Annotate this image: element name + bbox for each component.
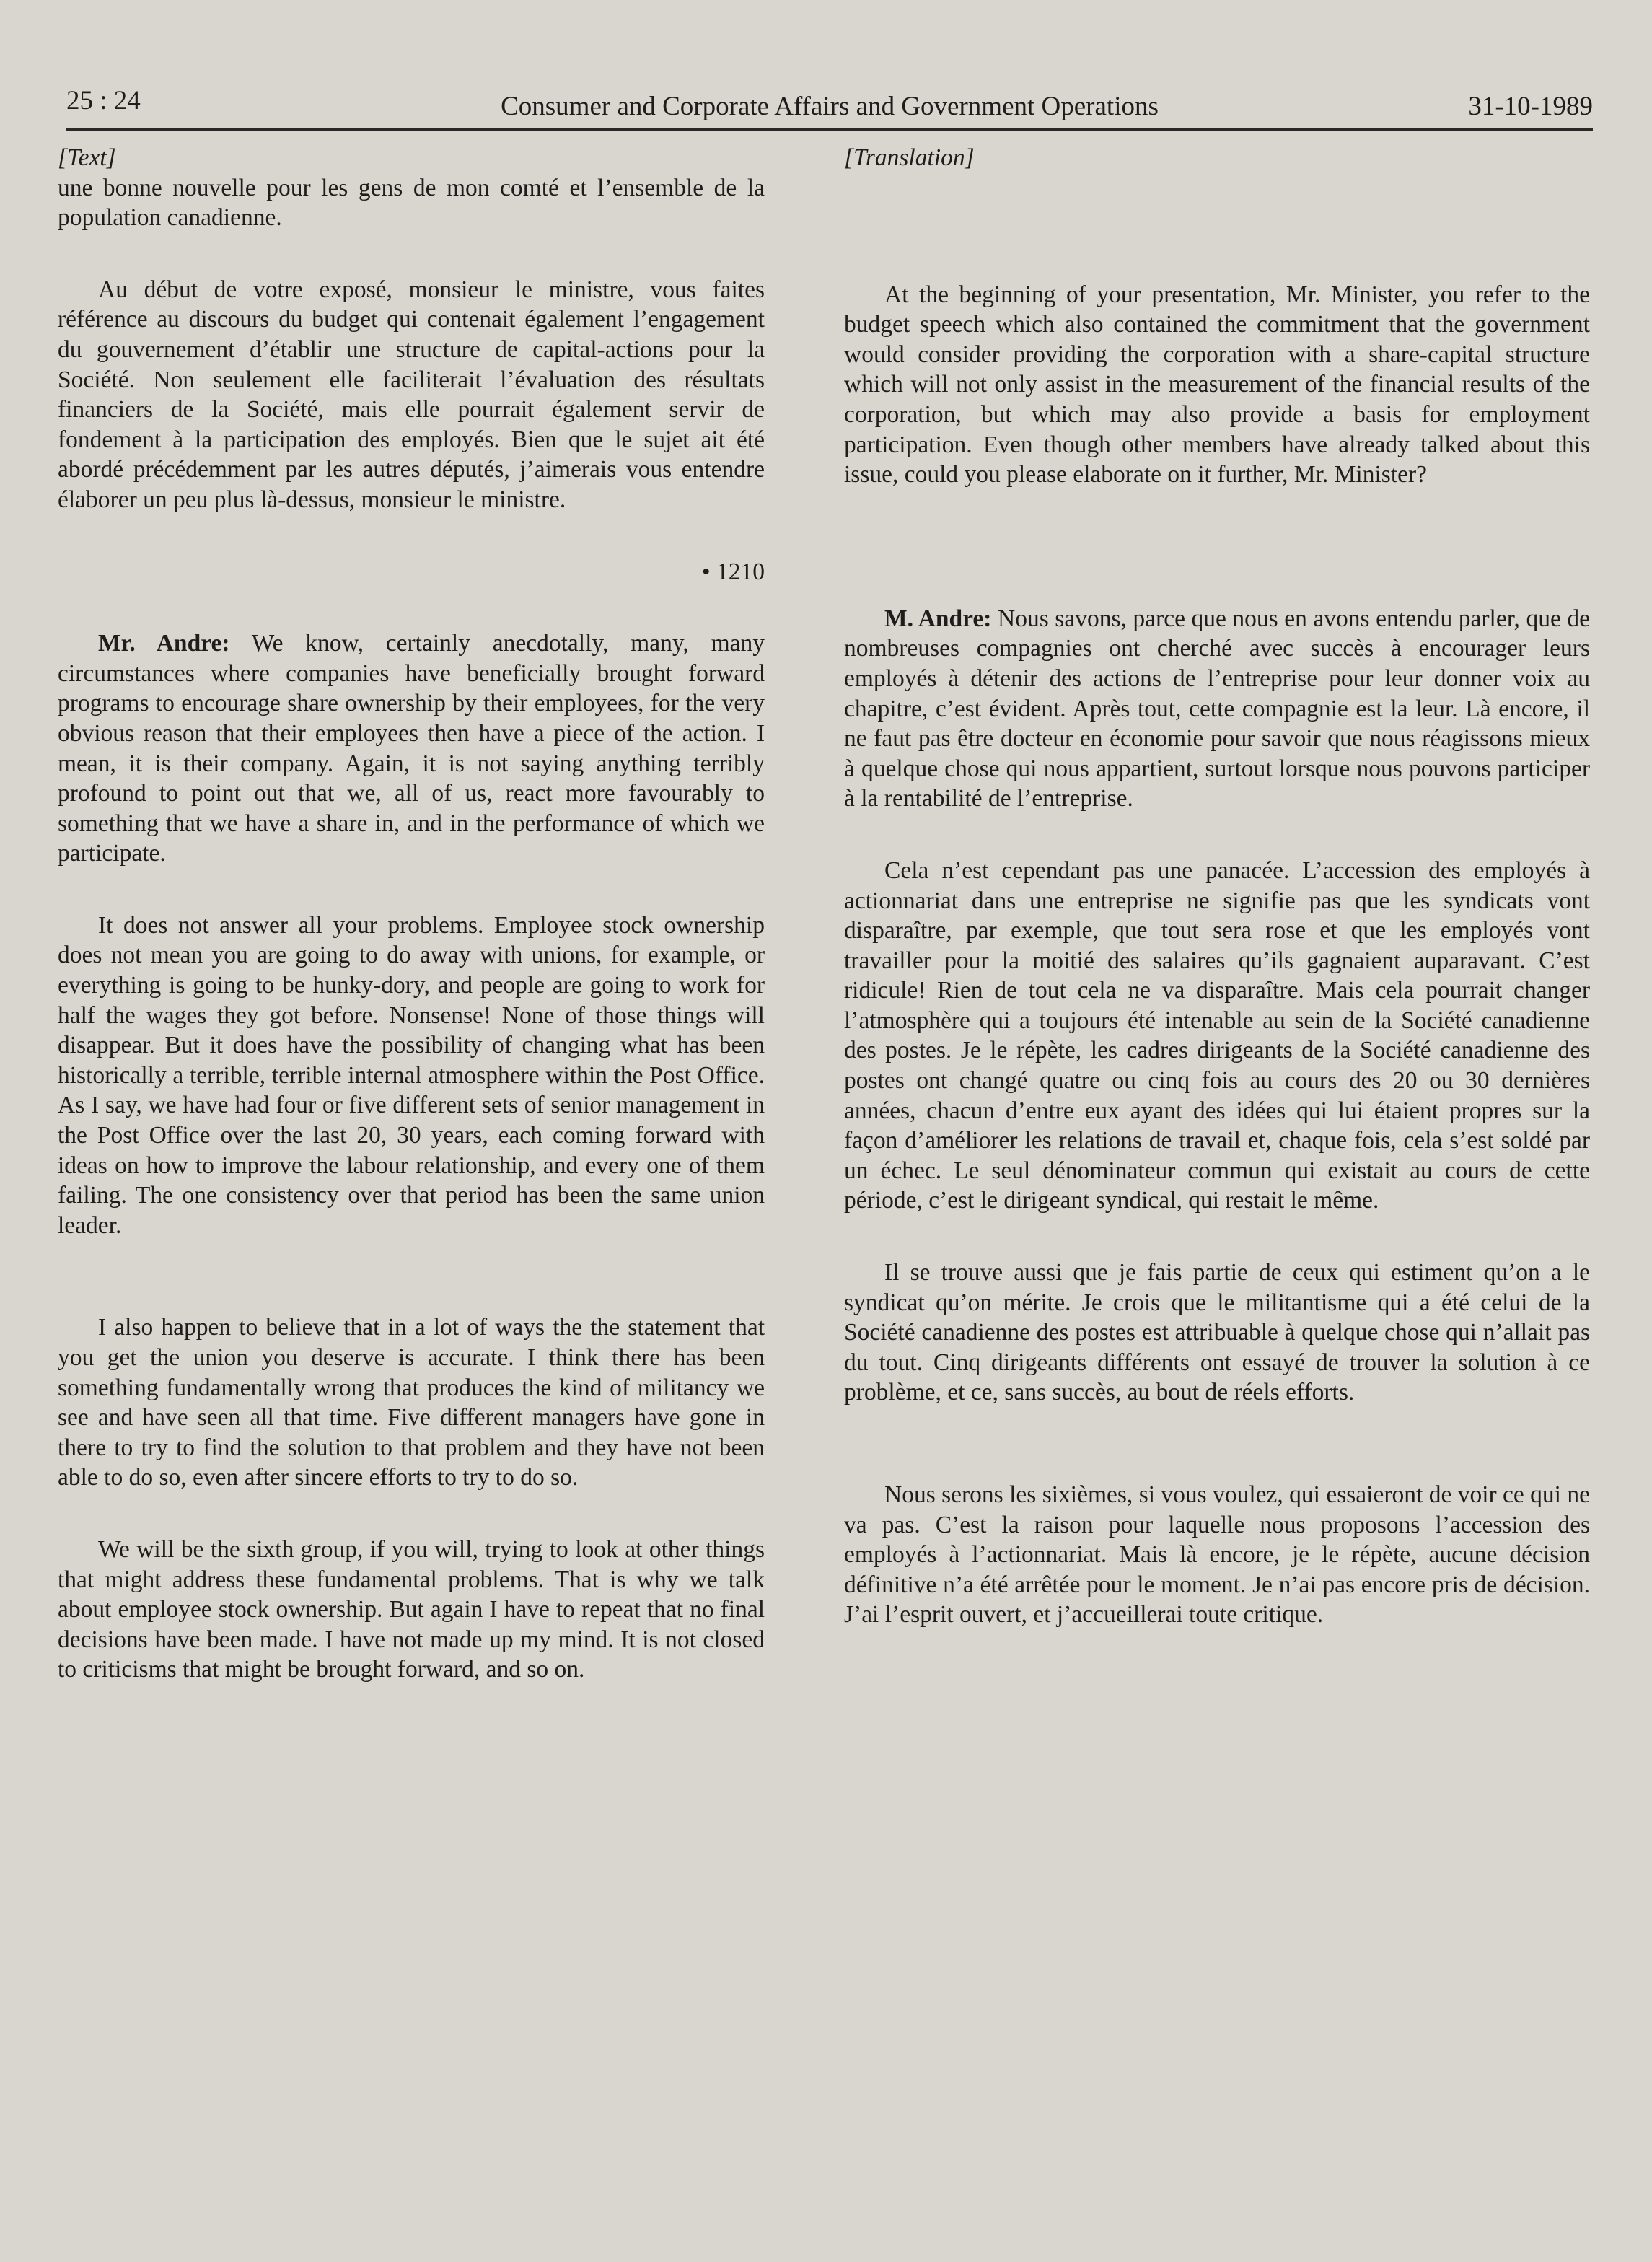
paragraph-andre-4: We will be the sixth group, if you will, trying to look at other things that might address these fundamental problems. That is why we talk about employee stock ownership. But again I have to repeat that no final decisions have been made. I have not made up my mind. It is not closed to criticisms that might be brought forward, and so on.: [58, 1535, 765, 1683]
column-tag-translation: [Translation]: [844, 144, 975, 171]
running-header: [66, 85, 1593, 131]
paragraph-continuation: une bonne nouvelle pour les gens de mon comté et l’ensemble de la population canadienne.: [58, 174, 765, 232]
speaker-name: M. Andre:: [884, 605, 992, 632]
right-column-translation: [844, 143, 1590, 1630]
left-column-english: [58, 143, 765, 1685]
paragraph-andre-4: Nous serons les sixièmes, si vous voulez, qui essaieront de voir ce qui ne va pas. C’est la raison pour laquelle nous proposons l’accession des employés à l’actionnariat. Mais là encore, je le répète, aucune décision définitive n’a été arrêtée pour le moment. Je n’ai pas encore pris de décision. J’ai l’esprit ouvert, et j’accueillerai toute critique.: [844, 1481, 1590, 1628]
time-stamp: • 1210: [701, 558, 765, 585]
paragraph-question: Au début de votre exposé, monsieur le ministre, vous faites référence au discours du budget qui contenait également l’engagement du gouvernement d’établir une structure de capital-actions pour la Société. Non seulement elle faciliterait l’évaluation des résultats financiers de la Société, mais elle pourrait également servir de fondement à la participation des employés. Bien que le sujet ait été abordé précédemment par les autres députés, j’aimerais vous entendre élaborer un peu plus là-dessus, monsieur le ministre.: [58, 276, 765, 513]
paragraph-andre-3: Il se trouve aussi que je fais partie de ceux qui estiment qu’on a le syndicat qu’on mérite. Je crois que le militantisme qui a été celui de la Société canadienne des postes est attribuable à quelque chose qui n’allait pas du tout. Cinq dirigeants différents ont essayé de trouver la solution à ce problème, et ce, sans succès, au bout de réels efforts.: [844, 1259, 1590, 1406]
paragraph-andre-1: [58, 628, 765, 869]
header-title: Consumer and Corporate Affairs and Government Operations: [501, 92, 1159, 121]
speech-text: Nous savons, parce que nous en avons entendu parler, que de nombreuses compagnies ont cherché avec succès à encourager leurs employés à détenir des actions de l’entreprise pour leur donner voix au chapitre, c’est évident. Après tout, cette compagnie est la leur. Là encore, il ne faut pas être docteur en économie pour savoir que nous réagissons mieux à quelque chose qui nous appartient, surtout lorsque nous pouvons participer à la rentabilité de l’entreprise.: [844, 605, 1591, 812]
speech-text: We know, certainly anecdotally, many, many circumstances where companies have beneficially brought forward programs to encourage share ownership by their employees, for the very obvious reason that their employees then have a piece of the action. I mean, it is their company. Again, it is not saying anything terribly profound to point out that we, all of us, react more favourably to something that we have a share in, and in the performance of which we participate.: [58, 630, 765, 867]
paragraph-andre-2: Cela n’est cependant pas une panacée. L’accession des employés à actionnariat dans une entreprise ne signifie pas que les syndicats vont disparaître, par exemple, que tout sera rose et que les employés vont travailler pour la moitié des salaires qu’ils gagnaient auparavant. C’est ridicule! Rien de tout cela ne va disparaître. Mais cela pourrait changer l’atmosphère qui a toujours été intenable au sein de la Société canadienne des postes. Je le répète, les cadres dirigeants de la Société canadienne des postes ont changé quatre ou cinq fois au cours des 20 ou 30 dernières années, chacun d’entre eux ayant des idées qui lui étaient propres sur la façon d’améliorer les relations de travail et, chaque fois, cela s’est soldé par un échec. Le seul dénominateur commun qui existait au cours de cette période, c’est le dirigeant syndical, qui restait le même.: [844, 856, 1590, 1214]
header-date: 31-10-1989: [1468, 92, 1593, 121]
paragraph-andre-3: I also happen to believe that in a lot of ways the the statement that you get the union you deserve is accurate. I think there has been something fundamentally wrong that produces the kind of militancy we see and have seen all that time. Five different managers have gone in there to try to find the solution to that problem and they have not been able to do so, even after sincere efforts to try to do so.: [58, 1314, 765, 1491]
paragraph-andre-2: It does not answer all your problems. Employee stock ownership does not mean you are going to do away with unions, for example, or everything is going to be hunky-dory, and people are going to work for half the wages they got before. Nonsense! None of those things will disappear. But it does have the possibility of changing what has been historically a terrible, terrible internal atmosphere within the Post Office. As I say, we have had four or five different sets of senior management in the Post Office over the last 20, 30 years, each coming forward with ideas on how to improve the labour relationship, and every one of them failing. The one consistency over that period has been the same union leader.: [58, 911, 765, 1239]
column-tag-text: [Text]: [58, 144, 116, 171]
page-number: 25 : 24: [66, 86, 141, 115]
paragraph-andre-1: [844, 604, 1590, 814]
paragraph-question: At the beginning of your presentation, Mr. Minister, you refer to the budget speech which also contained the commitment that the government would consider providing the corporation with a share-capital structure which will not only assist in the measurement of the financial results of the corporation, but which may also provide a basis for employment participation. Even though other members have already talked about this issue, could you please elaborate on it further, Mr. Minister?: [844, 281, 1590, 488]
speaker-name: Mr. Andre:: [98, 630, 230, 657]
